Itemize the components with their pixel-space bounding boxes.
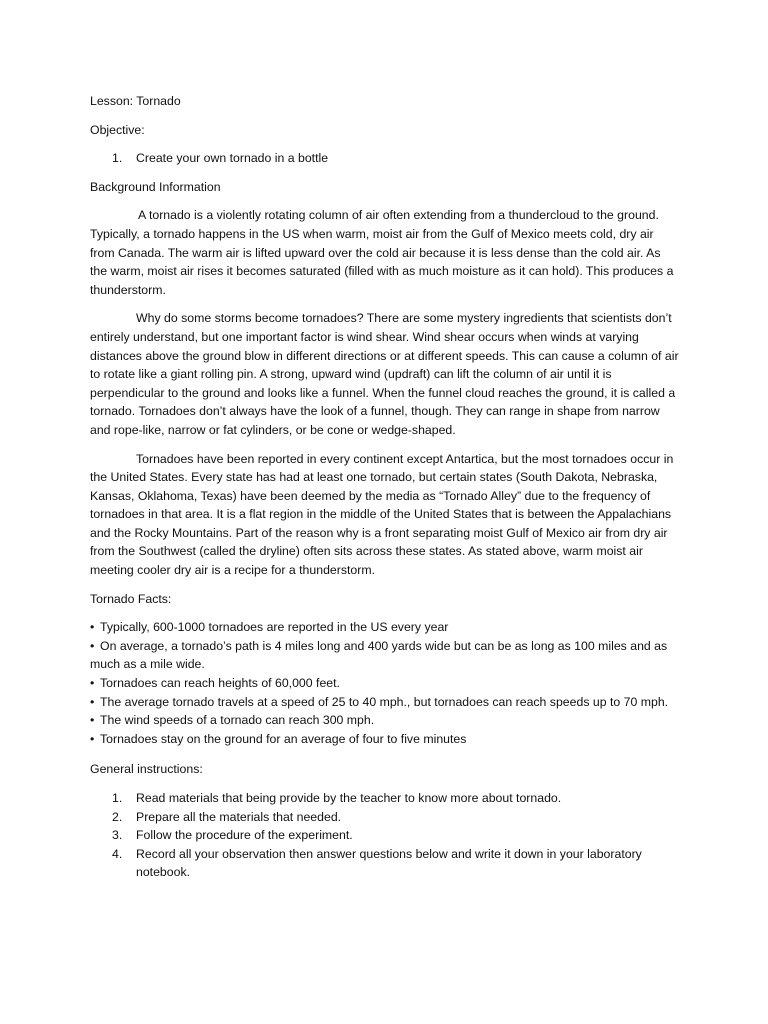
instruction-number: 1. — [112, 791, 123, 805]
background-paragraph: Tornadoes have been reported in every continent except Antartica, but the most tornadoes occur in the United States. Every state has had at least one tornado, but certain states (South Dakota, Nebraska, Kansas, Oklahoma, Texas) have been deemed by the media as “Tornado Alley” due to the frequency of tornadoes in that area. It is a flat region in the middle of the United States that is between the Appalachians and the Rocky Mountains. Part of the reason why is a front separating moist Gulf of Mexico air from dry air from the Southwest (called the dryline) often sits across these states. As stated above, warm moist air meeting cooler dry air is a recipe for a thunderstorm. — [90, 451, 674, 578]
instruction-text: Record all your observation then answer questions below and write it down in your laboratory notebook. — [136, 846, 642, 880]
fact-item — [90, 674, 680, 693]
objective-heading: Objective: — [90, 122, 145, 137]
objective-number: 1. — [112, 151, 123, 166]
instruction-item — [90, 789, 680, 808]
instruction-text: Read materials that being provide by the teacher to know more about tornado. — [136, 791, 562, 805]
instruction-number: 3. — [112, 828, 123, 843]
fact-item — [90, 730, 680, 749]
fact-text: On average, a tornado’s path is 4 miles long and 400 yards wide but can be as long as 100 miles and as much as a mile wide. — [90, 638, 668, 672]
lesson-title: Lesson: Tornado — [90, 94, 181, 108]
fact-text: The average tornado travels at a speed of 25 to 40 mph., but tornadoes can reach speeds up to 70 mph. — [100, 694, 669, 709]
instructions-heading: General instructions: — [90, 762, 203, 777]
bullet-icon: • — [90, 694, 95, 709]
instruction-item — [90, 826, 680, 845]
bullet-icon: • — [90, 638, 95, 653]
background-heading: Background Information — [90, 179, 221, 194]
facts-heading: Tornado Facts: — [90, 591, 172, 606]
background-paragraph: A tornado is a violently rotating column of air often extending from a thundercloud to the ground. Typically, a tornado happens in the US when warm, moist air from the Gulf of Mexico meets cold, dry air from Canada. The warm air is lifted upward over the cold air because it is less dense than the cold air. As the warm, moist air rises it becomes saturated (filled with as much moisture as it can hold). This produces a thunderstorm. — [90, 208, 674, 297]
background-paragraph: Why do some storms become tornadoes? There are some mystery ingredients that scientists don’t entirely understand, but one important factor is wind shear. Wind shear occurs when winds at varying distances above the ground blow in different directions or at different speeds. This can cause a column of air to rotate like a giant rolling pin. A strong, upward wind (updraft) can lift the column of air until it is perpendicular to the ground and looks like a funnel. When the funnel cloud reaches the ground, it is called a tornado. Tornadoes don’t always have the look of a funnel, though. They can range in shape from narrow and rope-like, narrow or fat cylinders, or be cone or wedge-shaped. — [90, 311, 679, 437]
facts-list — [90, 618, 680, 748]
bullet-icon: • — [90, 620, 95, 635]
instruction-number: 4. — [112, 846, 123, 861]
instruction-item — [90, 808, 680, 827]
bullet-icon: • — [90, 713, 95, 728]
fact-item — [90, 637, 680, 674]
bullet-icon: • — [90, 676, 95, 691]
fact-item — [90, 711, 680, 730]
objective-text: Create your own tornado in a bottle — [136, 151, 329, 166]
fact-text: Tornadoes stay on the ground for an average of four to five minutes — [100, 731, 467, 746]
instructions-list — [90, 789, 680, 882]
instruction-number: 2. — [112, 809, 123, 824]
instruction-item — [90, 845, 680, 882]
instruction-text: Prepare all the materials that needed. — [136, 809, 342, 824]
document-body — [90, 92, 680, 892]
fact-item — [90, 693, 680, 712]
objective-item — [90, 149, 680, 168]
fact-item — [90, 618, 680, 637]
instruction-text: Follow the procedure of the experiment. — [136, 828, 353, 843]
fact-text: Typically, 600-1000 tornadoes are reported in the US every year — [100, 620, 449, 635]
objective-list — [90, 149, 680, 168]
fact-text: The wind speeds of a tornado can reach 300 mph. — [100, 713, 375, 728]
bullet-icon: • — [90, 731, 95, 746]
fact-text: Tornadoes can reach heights of 60,000 feet. — [100, 676, 340, 691]
